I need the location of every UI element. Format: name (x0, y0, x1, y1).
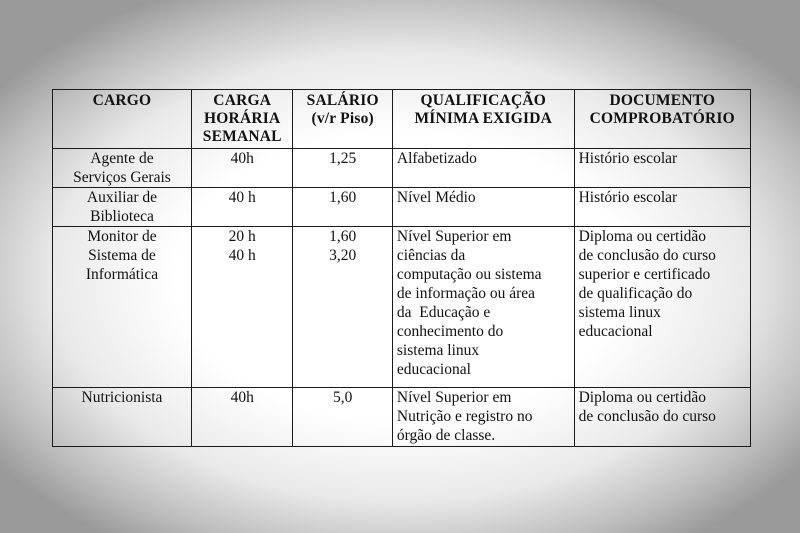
table-row (53, 388, 751, 447)
table-row (53, 188, 751, 227)
header-documento: DOCUMENTO COMPROBATÓRIO (574, 90, 750, 149)
job-positions-table (52, 89, 751, 447)
cell-qualificacao: Nível Superior em Nutrição e registro no órgão de classe. (392, 388, 574, 447)
cell-carga: 40 h (191, 188, 293, 227)
cell-salario: 1,60 (293, 188, 392, 227)
header-carga-horaria: CARGA HORÁRIA SEMANAL (191, 90, 293, 149)
cell-cargo: Monitor de Sistema de Informática (53, 227, 192, 388)
cell-documento: Diploma ou certidão de conclusão do curso superior e certificado de qualificação do sistema linux educacional (574, 227, 750, 388)
cell-qualificacao: Nível Médio (392, 188, 574, 227)
cell-qualificacao: Alfabetizado (392, 149, 574, 188)
cell-carga: 40h (191, 388, 293, 447)
table-row (53, 227, 751, 388)
cell-cargo: Auxiliar de Biblioteca (53, 188, 192, 227)
header-cargo: CARGO (53, 90, 192, 149)
cell-carga: 40h (191, 149, 293, 188)
cell-cargo: Nutricionista (53, 388, 192, 447)
cell-documento: Diploma ou certidão de conclusão do curso (574, 388, 750, 447)
header-qualificacao: QUALIFICAÇÃO MÍNIMA EXIGIDA (392, 90, 574, 149)
table-header-row (53, 90, 751, 149)
cell-salario: 1,60 3,20 (293, 227, 392, 388)
cell-documento: Histório escolar (574, 149, 750, 188)
table-row (53, 149, 751, 188)
cell-carga: 20 h 40 h (191, 227, 293, 388)
cell-cargo: Agente de Serviços Gerais (53, 149, 192, 188)
cell-documento: Histório escolar (574, 188, 750, 227)
cell-salario: 5,0 (293, 388, 392, 447)
header-salario: SALÁRIO (v/r Piso) (293, 90, 392, 149)
cell-qualificacao: Nível Superior em ciências da computação ou sistema de informação ou área da Educação e conhecimento do sistema linux educacional (392, 227, 574, 388)
cell-salario: 1,25 (293, 149, 392, 188)
